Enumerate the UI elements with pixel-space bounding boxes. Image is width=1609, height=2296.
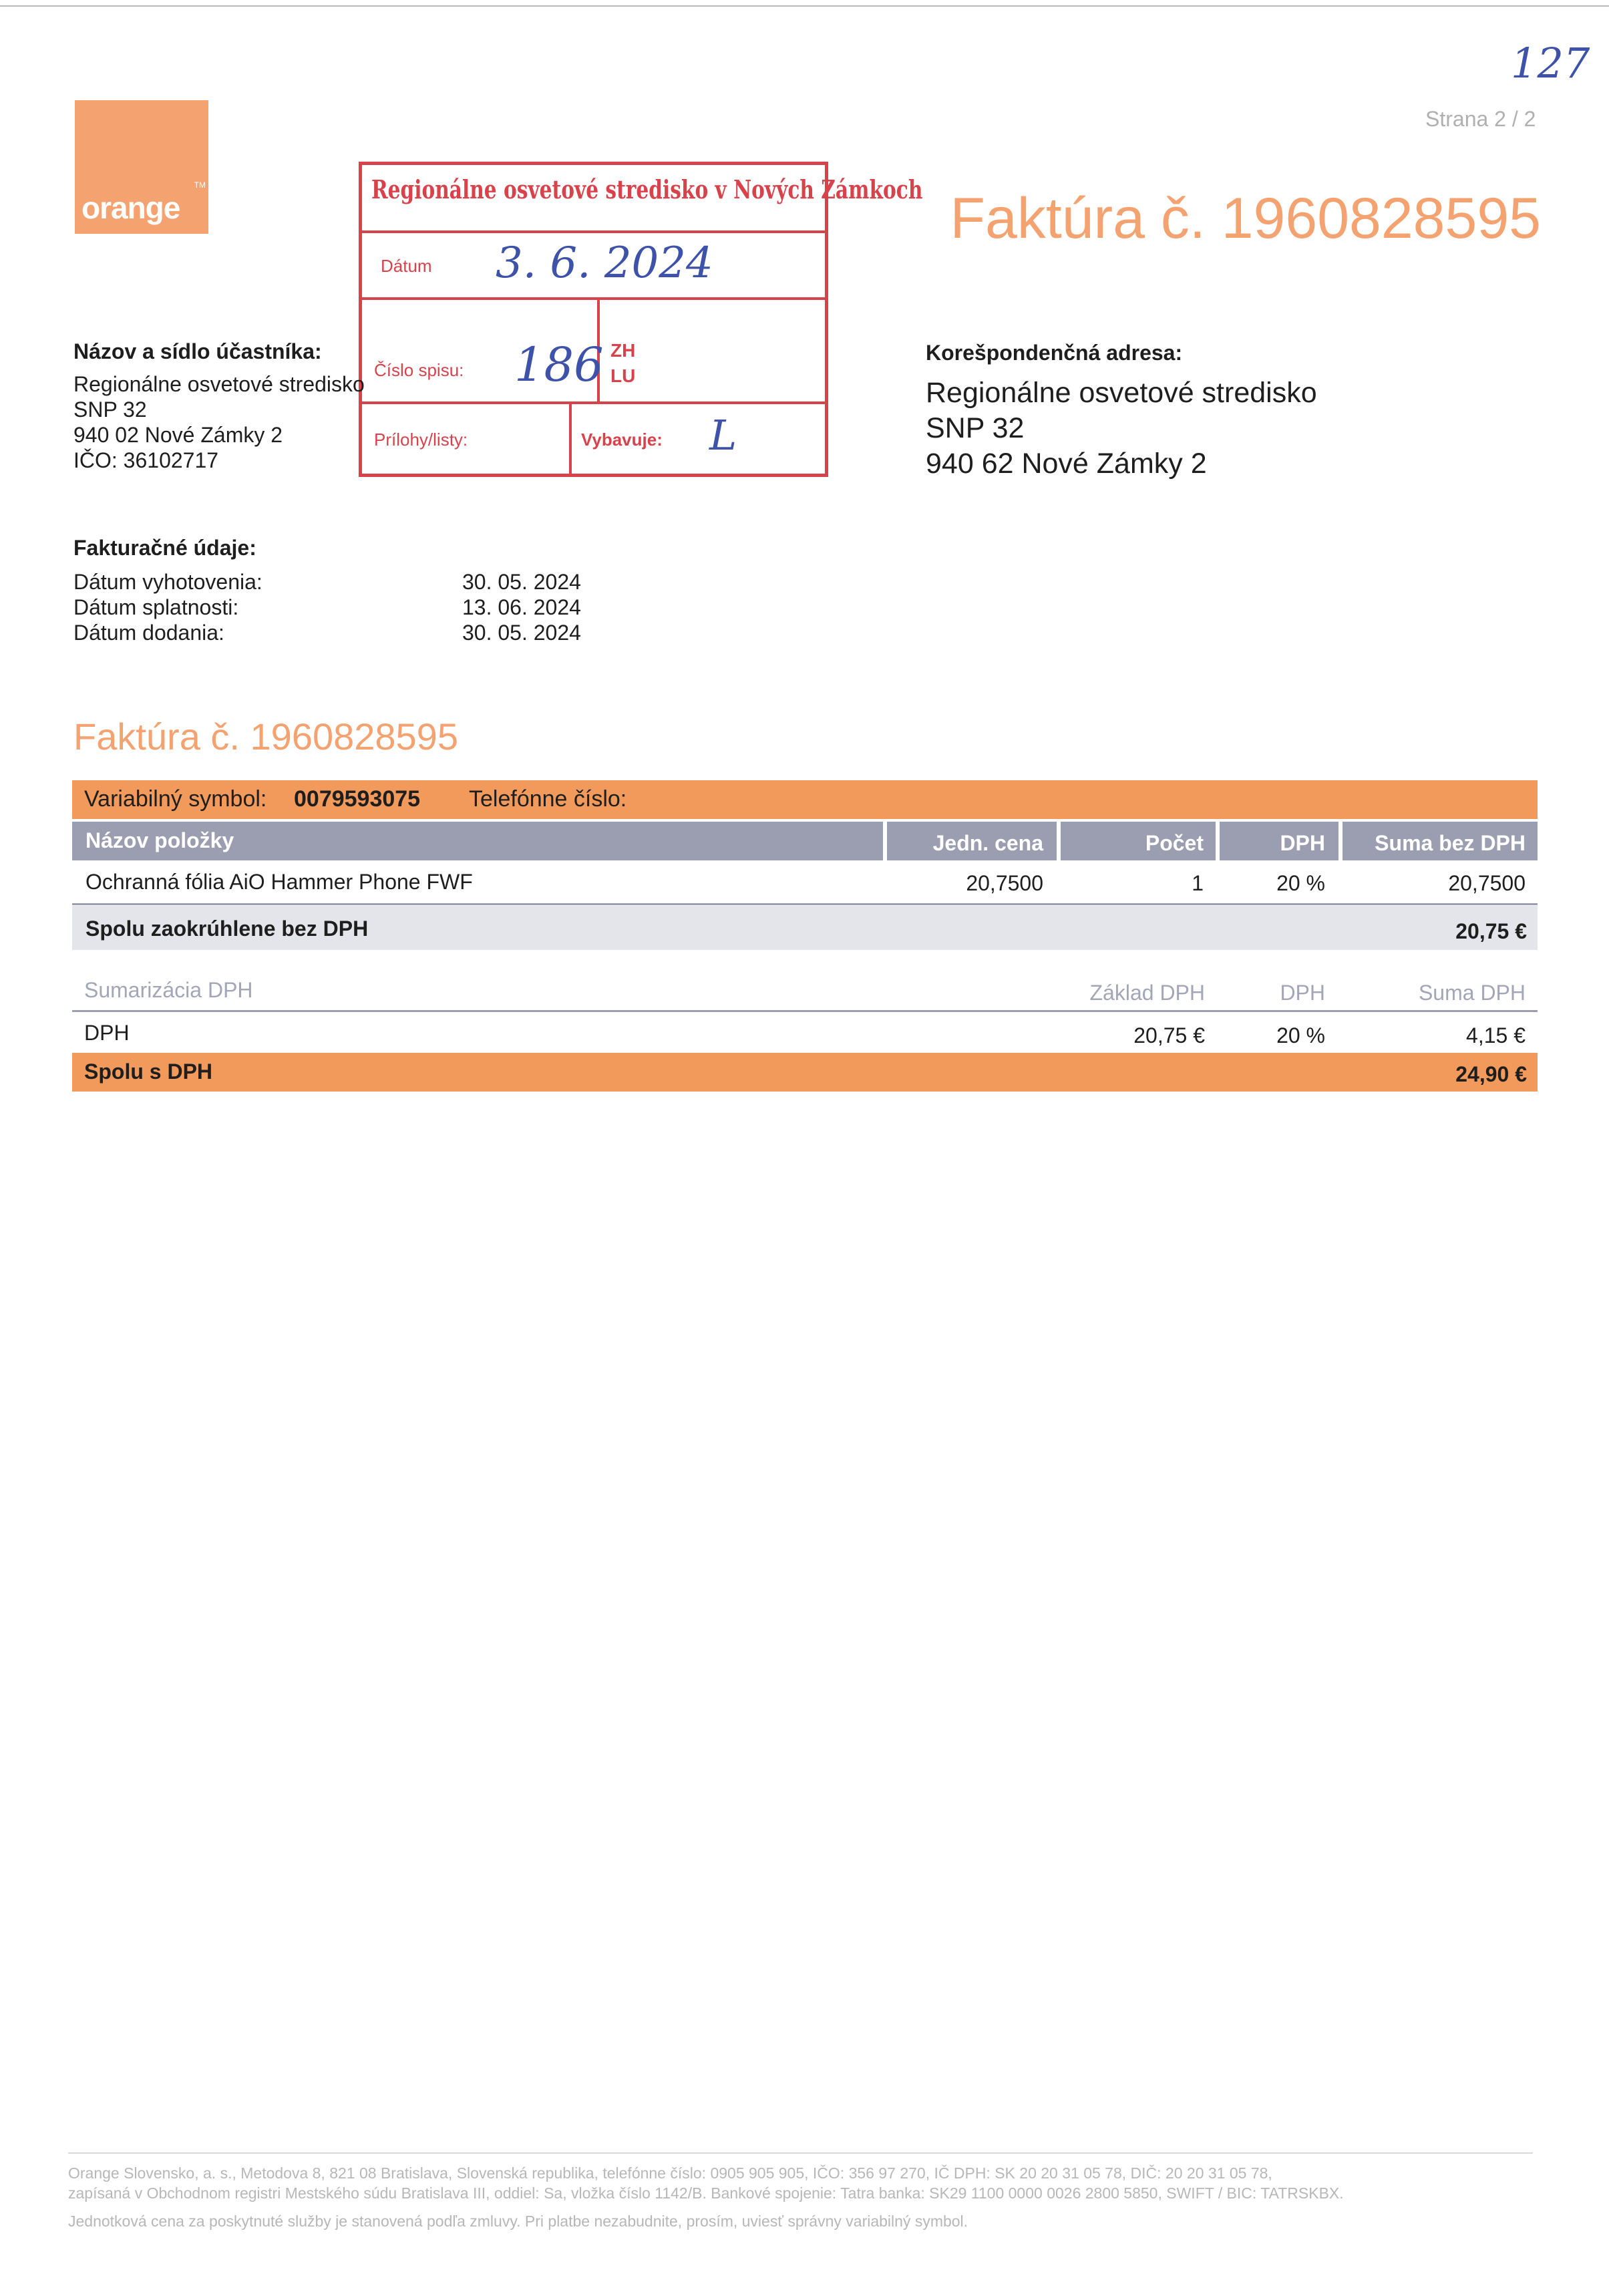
variable-symbol-label: Variabilný symbol:: [84, 786, 267, 812]
registry-stamp: [359, 162, 923, 477]
grand-total-value: 24,90 €: [1455, 1062, 1527, 1086]
header-separator: [1057, 822, 1061, 860]
phone-label: Telefónne číslo:: [469, 786, 627, 812]
scan-top-edge: [0, 5, 1609, 7]
stamp-header: [362, 165, 923, 233]
vat-col-amount: Suma DPH: [1418, 981, 1526, 1005]
footer-line-2: zapísaná v Obchodnom registri Mestského súdu Bratislava III, oddiel: Sa, vložka číslo 1142/B. Bankové spojenie: Tatra banka: SK29 1100 0000 0026 2800 5850, SWIFT / BIC: TATRSKBX.: [68, 2184, 1344, 2202]
stamp-file-value: 186: [514, 337, 604, 392]
items-table-header: [72, 822, 1538, 860]
stamp-handler-row: [362, 401, 825, 475]
col-item-name: Názov položky: [85, 828, 234, 852]
vat-summary-title: Sumarizácia DPH: [84, 978, 253, 1002]
col-vat: DPH: [1280, 831, 1325, 855]
billing-heading: Fakturačné údaje:: [73, 536, 256, 560]
footer-line-1: Orange Slovensko, a. s., Metodova 8, 821 08 Bratislava, Slovenská republika, telefónne číslo: 0905 905 905, IČO: 356 97 270, IČ DPH: SK 20 20 31 05 78, DIČ: 20 20 31 05 78,: [68, 2164, 1272, 2182]
header-separator: [1216, 822, 1220, 860]
stamp-code-1: ZH: [610, 340, 636, 361]
due-date-label: Dátum splatnosti:: [73, 595, 239, 619]
vat-base: 20,75 €: [1133, 1023, 1205, 1047]
handwritten-page-number: 127: [1511, 39, 1590, 88]
invoice-title: Faktúra č. 1960828595: [950, 186, 1541, 251]
participant-name: Regionálne osvetové stredisko: [73, 372, 365, 396]
logo-trademark: TM: [194, 180, 206, 190]
stamp-organization: Regionálne osvetové stredisko v Nových Zámkoch: [371, 174, 923, 204]
item-total: 20,7500: [1448, 871, 1526, 895]
table-row: [72, 862, 1538, 903]
participant-block: [73, 371, 365, 473]
col-quantity: Počet: [1145, 831, 1204, 855]
participant-street: SNP 32: [73, 397, 147, 422]
participant-heading: Názov a sídlo účastníka:: [73, 339, 322, 363]
vat-amount: 4,15 €: [1466, 1023, 1526, 1047]
vat-rate: 20 %: [1276, 1023, 1325, 1047]
footer-line-3: Jednotková cena za poskytnuté služby je stanovená podľa zmluvy. Pri platbe nezabudnite, prosím, uviesť správny variabilný symbol.: [68, 2212, 968, 2230]
col-total-without-vat: Suma bez DPH: [1375, 831, 1526, 855]
correspondence-block: [926, 375, 1317, 482]
correspondence-name: Regionálne osvetové stredisko: [926, 377, 1317, 409]
vat-col-base: Základ DPH: [1089, 981, 1205, 1005]
participant-city: 940 02 Nové Zámky 2: [73, 423, 283, 447]
stamp-divider: [569, 401, 572, 475]
stamp-code-2: LU: [610, 365, 636, 386]
col-unit-price: Jedn. cena: [932, 831, 1043, 855]
variable-symbol-bar: [72, 780, 1538, 819]
header-separator: [883, 822, 887, 860]
item-quantity: 1: [1192, 871, 1204, 895]
correspondence-street: SNP 32: [926, 412, 1025, 444]
vat-col-rate: DPH: [1280, 981, 1325, 1005]
orange-logo: [75, 100, 208, 234]
vat-row-label: DPH: [84, 1021, 130, 1045]
stamp-handler-label: Vybavuje:: [581, 430, 663, 450]
due-date-value: 13. 06. 2024: [462, 595, 581, 619]
logo-text: orange: [81, 190, 180, 225]
invoice-section-title: Faktúra č. 1960828595: [73, 715, 458, 758]
delivery-date-label: Dátum dodania:: [73, 621, 224, 645]
stamp-date-value: 3. 6. 2024: [496, 238, 713, 288]
item-unit-price: 20,7500: [966, 871, 1043, 895]
stamp-file-row: [362, 297, 825, 404]
subtotal-value: 20,75 €: [1455, 919, 1527, 943]
billing-labels: [73, 569, 262, 645]
row-divider: [72, 903, 1538, 905]
item-name: Ochranná fólia AiO Hammer Phone FWF: [85, 870, 473, 894]
stamp-handler-value: L: [709, 411, 737, 460]
stamp-attachments-label: Prílohy/listy:: [374, 430, 468, 450]
stamp-file-label: Číslo spisu:: [374, 360, 464, 380]
footer-divider: [68, 2152, 1533, 2154]
subtotal-row: [72, 906, 1538, 950]
participant-ico: IČO: 36102717: [73, 448, 219, 472]
subtotal-label: Spolu zaokrúhlene bez DPH: [85, 917, 369, 941]
billing-values: [462, 569, 581, 645]
stamp-date-row: [362, 230, 825, 300]
vat-divider: [72, 1010, 1538, 1012]
grand-total-label: Spolu s DPH: [84, 1059, 213, 1084]
grand-total-row: [72, 1053, 1538, 1092]
vat-row: [72, 1013, 1538, 1053]
issue-date-label: Dátum vyhotovenia:: [73, 570, 262, 594]
page-label: Strana 2 / 2: [1425, 107, 1536, 131]
delivery-date-value: 30. 05. 2024: [462, 621, 581, 645]
variable-symbol-value: 0079593075: [294, 786, 421, 812]
stamp-date-label: Dátum: [381, 256, 432, 276]
correspondence-heading: Korešpondenčná adresa:: [926, 341, 1183, 365]
issue-date-value: 30. 05. 2024: [462, 570, 581, 594]
vat-summary-header: [72, 975, 1538, 1013]
item-vat: 20 %: [1276, 871, 1325, 895]
correspondence-city: 940 62 Nové Zámky 2: [926, 448, 1207, 480]
header-separator: [1338, 822, 1343, 860]
